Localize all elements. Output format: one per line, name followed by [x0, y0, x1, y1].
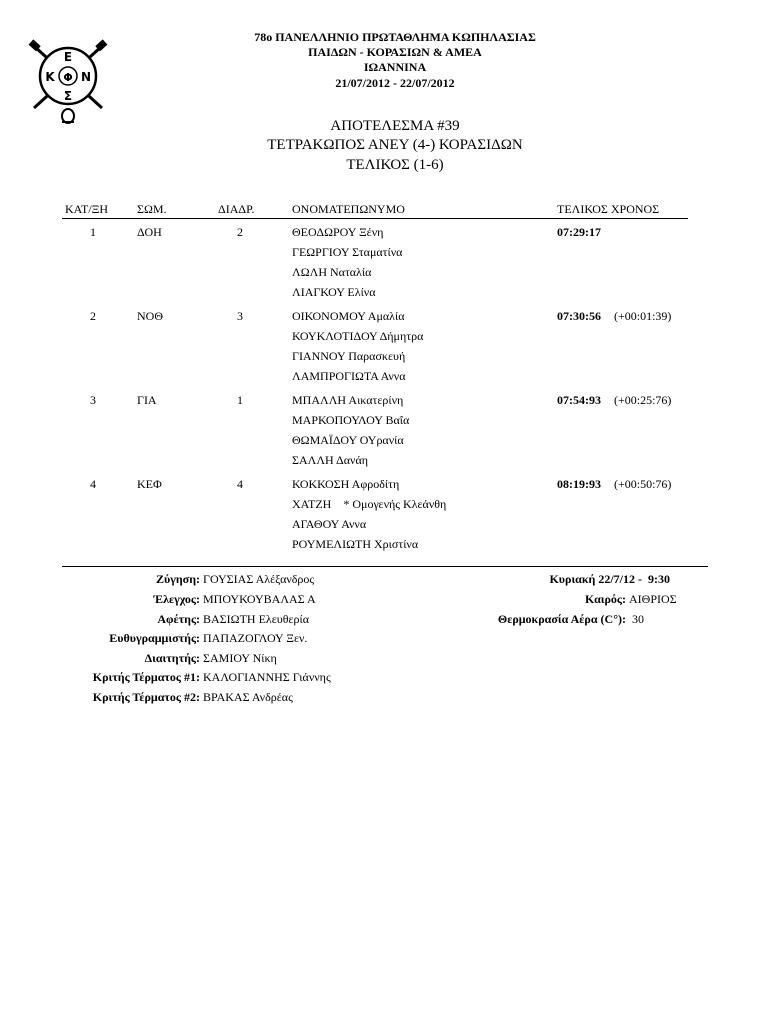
lane-cell: 1	[237, 393, 243, 407]
crew-member: ΛΩΛΗ Ναταλία	[292, 265, 372, 279]
official-name: ΓΟΥΣΙΑΣ Αλέξανδρος	[203, 572, 315, 586]
final-time: 07:29:17	[557, 225, 601, 239]
official-name: ΒΡΑΚΑΣ Ανδρέας	[203, 690, 293, 704]
col-lane-header: ΔΙΑΔΡ.	[218, 202, 255, 216]
race-date-time: Κυριακή 22/7/12 - 9:30	[549, 572, 670, 586]
crew-member: ΚΟΥΚΛΟΤΙΔΟΥ Δήμητρα	[292, 329, 424, 343]
final-time: 07:30:56	[557, 309, 601, 323]
official-name: ΣΑΜΙΟΥ Νίκη	[203, 651, 277, 665]
official-label: Κριτής Τέρματος #1:	[92, 670, 200, 684]
header-line-1: 78ο ΠΑΝΕΛΛΗΝΙΟ ΠΡΩΤΑΘΛΗΜΑ ΚΩΠΗΛΑΣΙΑΣ	[254, 30, 536, 44]
rank-cell: 4	[90, 477, 96, 491]
col-club-header: ΣΩΜ.	[137, 202, 167, 216]
event-name: ΤΕΤΡΑΚΩΠΟΣ ΑΝΕΥ (4-) ΚΟΡΑΣΙΔΩΝ	[267, 137, 523, 153]
club-cell: ΔΟΗ	[137, 225, 162, 239]
lane-cell: 4	[237, 477, 243, 491]
final-time: 08:19:93	[557, 477, 601, 491]
club-cell: ΚΕΦ	[137, 477, 162, 491]
col-names-header: ΟΝΟΜΑΤΕΠΩΝΥΜΟ	[292, 202, 405, 216]
result-number: ΑΠΟΤΕΛΕΣΜΑ #39	[330, 118, 460, 134]
final-time: 07:54:93	[557, 393, 601, 407]
crew-member: ΑΓΑΘΟΥ Αννα	[292, 517, 367, 531]
header-line-2: ΠΑΙΔΩΝ - ΚΟΡΑΣΙΩΝ & ΑΜΕΑ	[308, 45, 482, 59]
club-cell: ΓΙΑ	[137, 393, 157, 407]
header-divider	[62, 218, 688, 219]
official-label: Κριτής Τέρματος #2:	[92, 690, 200, 704]
official-label: Ζύγηση:	[156, 572, 200, 586]
official-label: Διαιτητής:	[144, 651, 200, 665]
crew-member: ΘΩΜΑΪΔΟΥ ΟΥρανία	[292, 433, 404, 447]
crew-member: ΜΠΑΛΛΗ Αικατερίνη	[292, 393, 404, 407]
official-name: ΚΑΛΟΓΙΑΝΝΗΣ Γιάννης	[203, 670, 331, 684]
crew-member: ΛΑΜΠΡΟΓΙΩΤΑ Αννα	[292, 369, 406, 383]
crew-member: ΓΕΩΡΓΙΟΥ Σταματίνα	[292, 245, 403, 259]
col-rank-header: ΚΑΤ/ΞΗ	[65, 202, 109, 216]
crew-member: ΜΑΡΚΟΠΟΥΛΟΥ Βαΐα	[292, 413, 410, 427]
time-difference: (+00:01:39)	[614, 309, 672, 323]
crew-member: ΟΙΚΟΝΟΜΟΥ Αμαλία	[292, 309, 405, 323]
svg-text:Ν: Ν	[80, 70, 92, 84]
header-line-3: ΙΩΑΝΝΙΝΑ	[363, 60, 427, 74]
official-name: ΒΑΣΙΩΤΗ Ελευθερία	[203, 612, 309, 626]
lane-cell: 3	[237, 309, 243, 323]
svg-text:Κ: Κ	[45, 70, 55, 84]
official-label: Αφέτης:	[157, 612, 200, 626]
time-difference: (+00:50:76)	[614, 477, 672, 491]
col-time-header: ΤΕΛΙΚΟΣ ΧΡΟΝΟΣ	[557, 202, 660, 216]
result-row	[0, 306, 768, 390]
weather-value: ΑΙΘΡΙΟΣ	[629, 592, 677, 606]
crew-member: ΘΕΟΔΩΡΟΥ Ξένη	[292, 225, 384, 239]
result-row	[0, 474, 768, 558]
crew-member: ΣΑΛΛΗ Δανάη	[292, 453, 369, 467]
crew-member: ΚΟΚΚΟΣΗ Αφροδίτη	[292, 477, 400, 491]
air-temp-value: 30	[632, 612, 644, 626]
official-label: Έλεγχος:	[153, 592, 200, 606]
official-name: ΜΠΟΥΚΟΥΒΑΛΑΣ Α	[203, 592, 316, 606]
crew-member: ΡΟΥΜΕΛΙΩΤΗ Χριστίνα	[292, 537, 419, 551]
result-row	[0, 222, 768, 306]
rank-cell: 2	[90, 309, 96, 323]
svg-text:Σ: Σ	[63, 89, 73, 103]
official-name: ΠΑΠΑΖΟΓΛΟΥ Ξεν.	[203, 631, 308, 645]
official-label: Ευθυγραμμιστής:	[109, 631, 200, 645]
crew-member: ΛΙΑΓΚΟΥ Ελίνα	[292, 285, 376, 299]
rank-cell: 1	[90, 225, 96, 239]
federation-logo	[28, 36, 108, 128]
lane-cell: 2	[237, 225, 243, 239]
race-stage: ΤΕΛΙΚΟΣ (1-6)	[346, 157, 444, 173]
svg-text:Ε: Ε	[63, 50, 73, 64]
header-dates: 21/07/2012 - 22/07/2012	[335, 76, 455, 90]
footer-divider	[62, 566, 708, 567]
rank-cell: 3	[90, 393, 96, 407]
time-difference: (+00:25:76)	[614, 393, 672, 407]
crew-member: ΓΙΑΝΝΟΥ Παρασκευή	[292, 349, 406, 363]
crew-member: ΧΑΤΖΗ * Ομογενής Κλεάνθη	[292, 497, 447, 511]
weather-label: Καιρός:	[584, 592, 626, 606]
air-temp-label: Θερμοκρασία Αέρα (C°):	[497, 612, 626, 626]
svg-text:Φ: Φ	[63, 71, 73, 84]
result-row	[0, 390, 768, 474]
club-cell: ΝΟΘ	[137, 309, 163, 323]
